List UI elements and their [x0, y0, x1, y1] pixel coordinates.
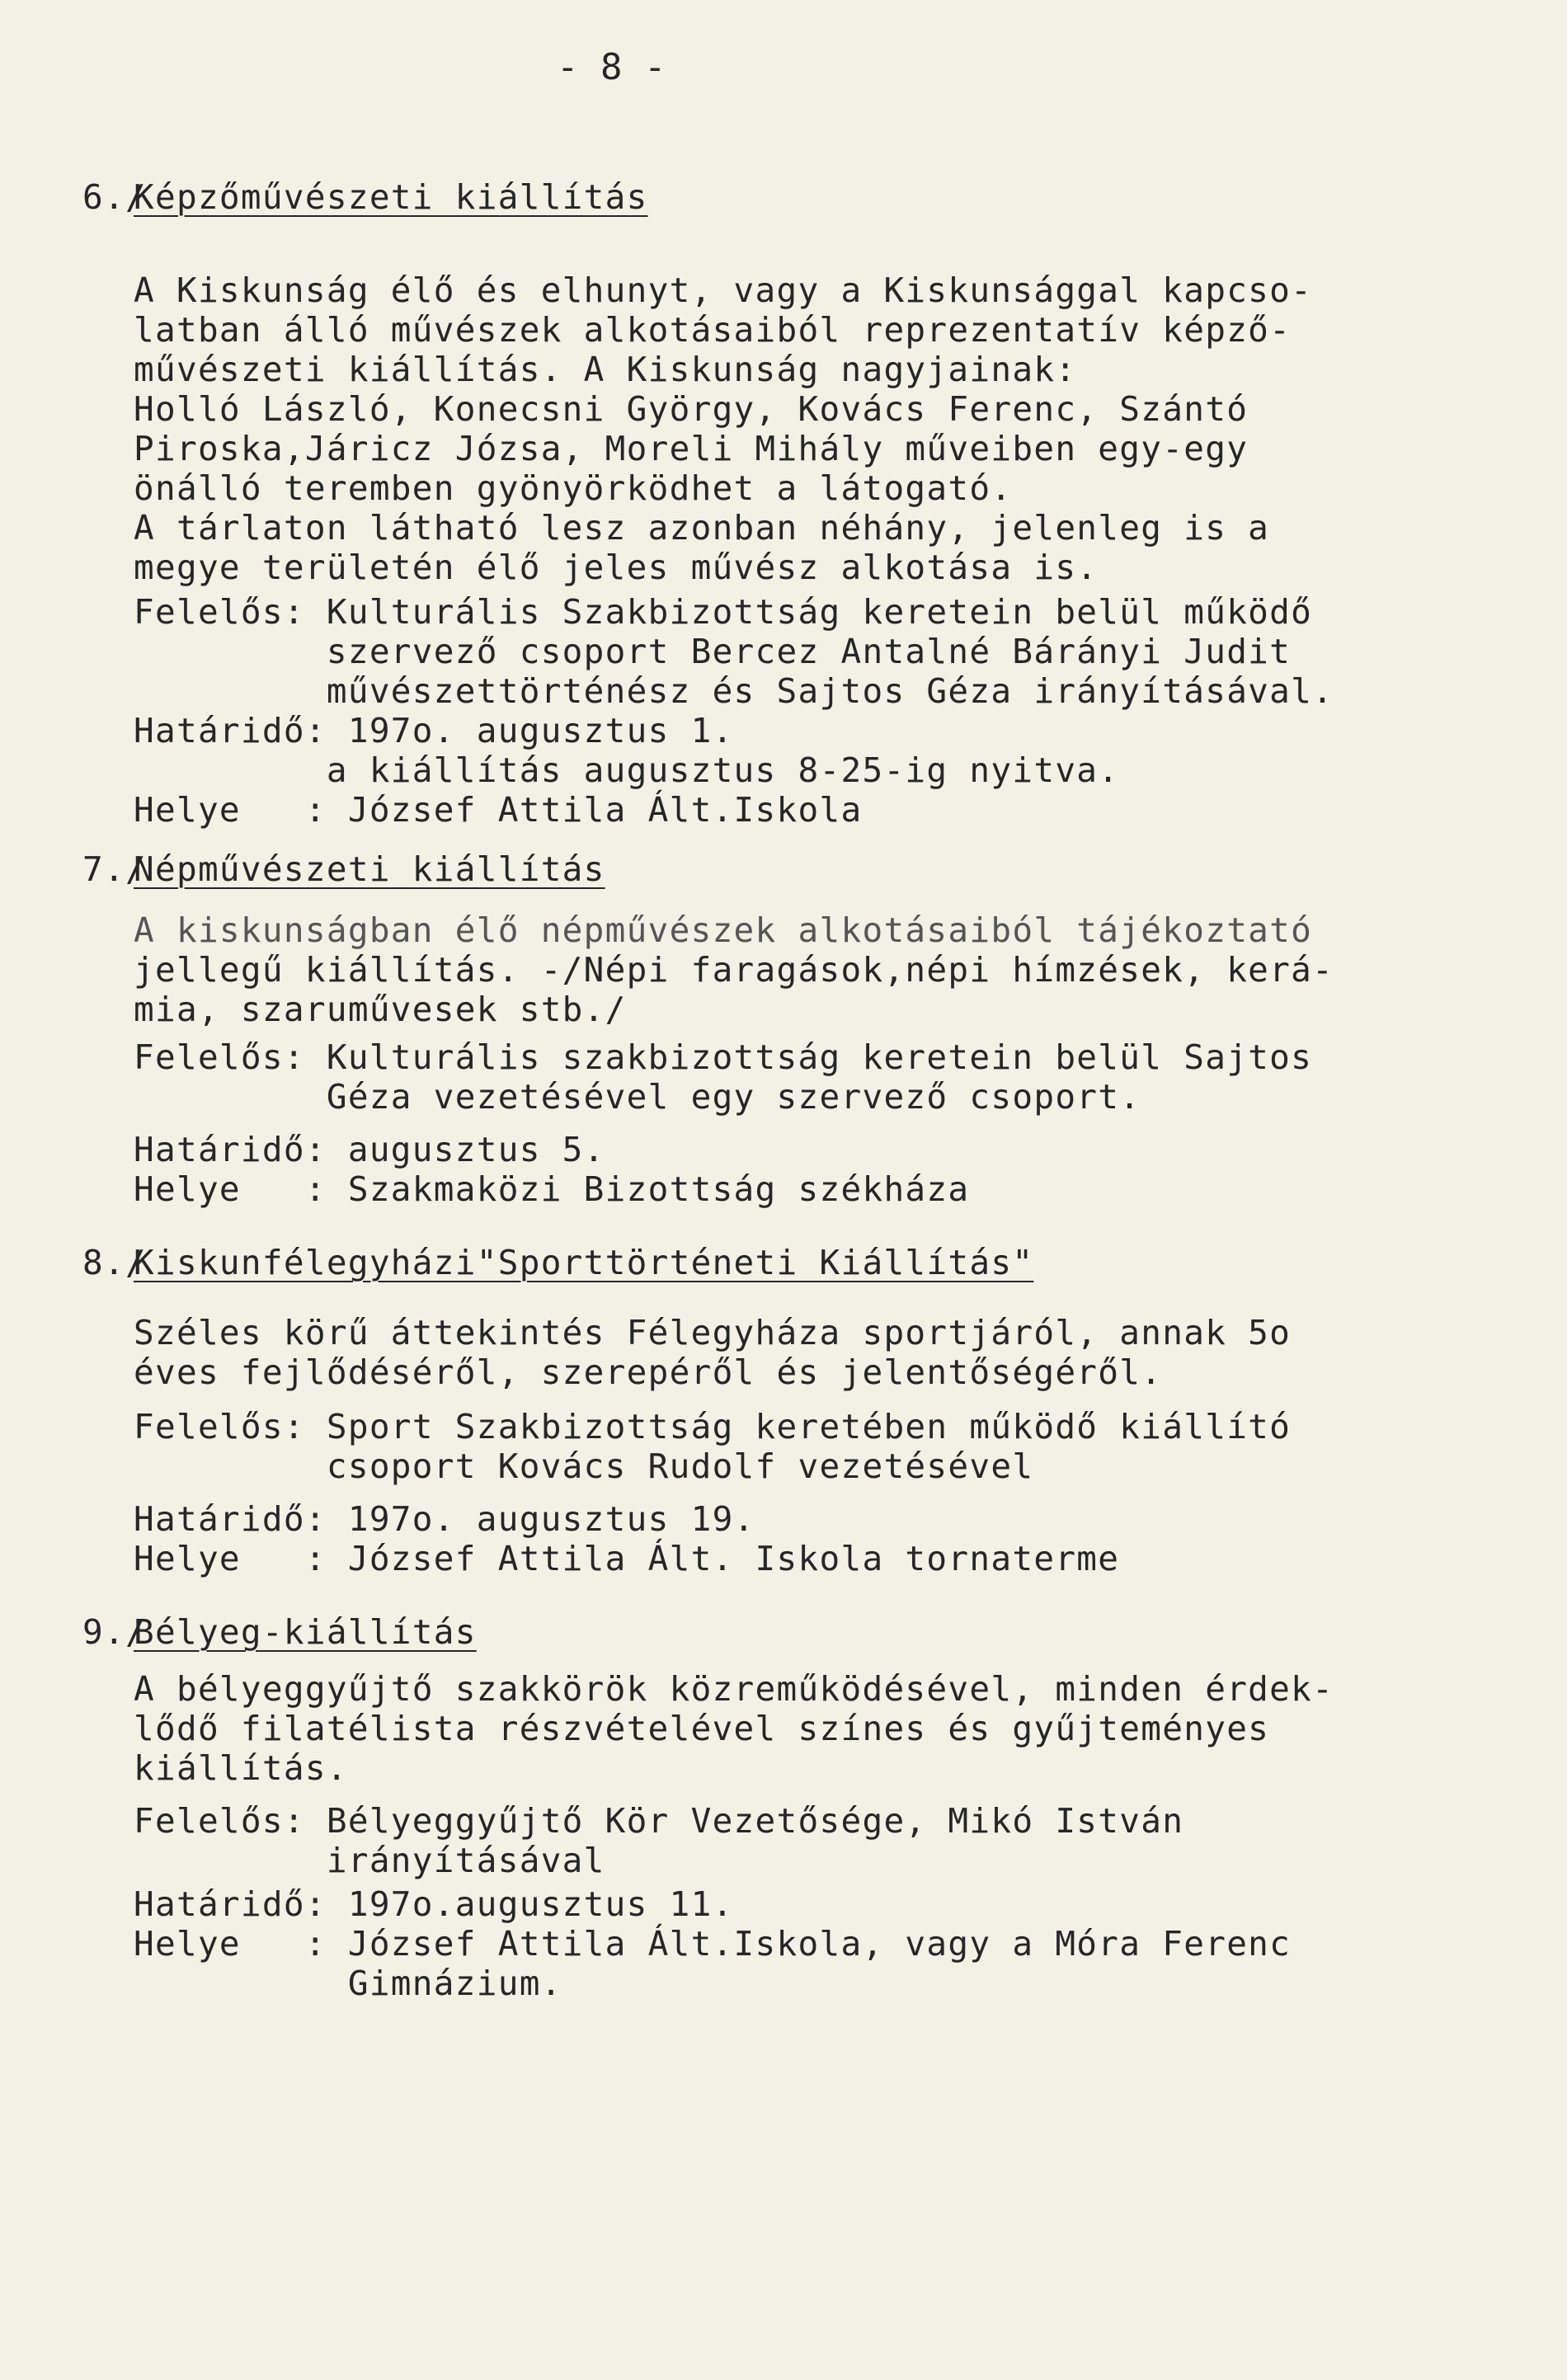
section-9-field-line-1: Felelős: Bélyeggyűjtő Kör Vezetősége, Mikó István: [134, 1801, 1184, 1841]
section-7-number: 7./: [82, 849, 147, 889]
section-9-field-line-5: Gimnázium.: [134, 1964, 562, 2003]
section-7-title: Népművészeti kiállítás: [134, 849, 605, 889]
section-6-body-line-6: önálló teremben gyönyörködhet a látogató.: [134, 468, 1013, 508]
section-8-title: Kiskunfélegyházi"Sporttörténeti Kiállítás": [134, 1243, 1034, 1282]
section-6-body-line-3: művészeti kiállítás. A Kiskunság nagyjainak:: [134, 350, 1077, 389]
section-6-body-line-5: Piroska,Járicz Józsa, Moreli Mihály műveiben egy-egy: [134, 429, 1249, 468]
section-7-field-line-3: Határidő: augusztus 5.: [134, 1130, 605, 1169]
section-6-body-line-4: Holló László, Konecsni György, Kovács Ferenc, Szántó: [134, 389, 1249, 429]
section-7-field-line-2: Géza vezetésével egy szervező csoport.: [134, 1077, 1141, 1117]
section-9-body-line-2: lődő filatélista részvételével színes és gyűjteményes: [134, 1709, 1270, 1748]
section-6-number: 6./: [82, 177, 147, 217]
section-8-field-line-4: Helye : József Attila Ált. Iskola tornaterme: [134, 1539, 1120, 1578]
section-8-number: 8./: [82, 1243, 147, 1282]
section-8-field-line-1: Felelős: Sport Szakbizottság keretében működő kiállító: [134, 1407, 1292, 1446]
section-6-field-line-5: a kiállítás augusztus 8-25-ig nyitva.: [134, 750, 1120, 790]
section-9-body-line-1: A bélyeggyűjtő szakkörök közreműködésével, minden érdek-: [134, 1669, 1334, 1709]
section-7-field-line-1: Felelős: Kulturális szakbizottság keretein belül Sajtos: [134, 1037, 1313, 1077]
section-9-field-line-2: irányításával: [134, 1841, 605, 1880]
section-8-field-line-3: Határidő: 197o. augusztus 19.: [134, 1499, 755, 1539]
section-7-body-line-2: jellegű kiállítás. -/Népi faragások,népi hímzések, kerá-: [134, 950, 1334, 990]
section-6-field-line-1: Felelős: Kulturális Szakbizottság keretein belül működő: [134, 592, 1313, 632]
section-6-field-line-3: művészettörténész és Sajtos Géza irányításával.: [134, 671, 1334, 711]
page-number: - 8 -: [557, 46, 666, 88]
section-9-body-line-3: kiállítás.: [134, 1748, 348, 1788]
section-7-body-line-1: A kiskunságban élő népművészek alkotásaiból tájékoztató: [134, 910, 1313, 950]
section-6-field-line-6: Helye : József Attila Ált.Iskola: [134, 790, 863, 830]
section-8-body-line-2: éves fejlődéséről, szerepéről és jelentőségéről.: [134, 1352, 1163, 1392]
section-8-field-line-2: csoport Kovács Rudolf vezetésével: [134, 1446, 1034, 1486]
section-6-body-line-7: A tárlaton látható lesz azonban néhány, jelenleg is a: [134, 508, 1270, 548]
section-6-body-line-2: latban álló művészek alkotásaiból reprezentatív képző-: [134, 310, 1292, 350]
section-6-body-line-1: A Kiskunság élő és elhunyt, vagy a Kiskunsággal kapcso-: [134, 270, 1313, 310]
section-7-field-line-4: Helye : Szakmaközi Bizottság székháza: [134, 1169, 970, 1209]
section-9-field-line-3: Határidő: 197o.augusztus 11.: [134, 1884, 734, 1924]
section-9-field-line-4: Helye : József Attila Ált.Iskola, vagy a Móra Ferenc: [134, 1924, 1292, 1964]
section-9-number: 9./: [82, 1612, 147, 1652]
section-6-title: Képzőművészeti kiállítás: [134, 177, 648, 217]
section-9-title: Bélyeg-kiállítás: [134, 1612, 477, 1652]
section-8-body-line-1: Széles körű áttekintés Félegyháza sportjáról, annak 5o: [134, 1313, 1292, 1352]
section-7-body-line-3: mia, szaruművesek stb./: [134, 990, 627, 1029]
section-6-field-line-4: Határidő: 197o. augusztus 1.: [134, 711, 734, 750]
section-6-body-line-8: megye területén élő jeles művész alkotása is.: [134, 548, 1099, 587]
section-6-field-line-2: szervező csoport Bercez Antalné Bárányi Judit: [134, 632, 1292, 671]
